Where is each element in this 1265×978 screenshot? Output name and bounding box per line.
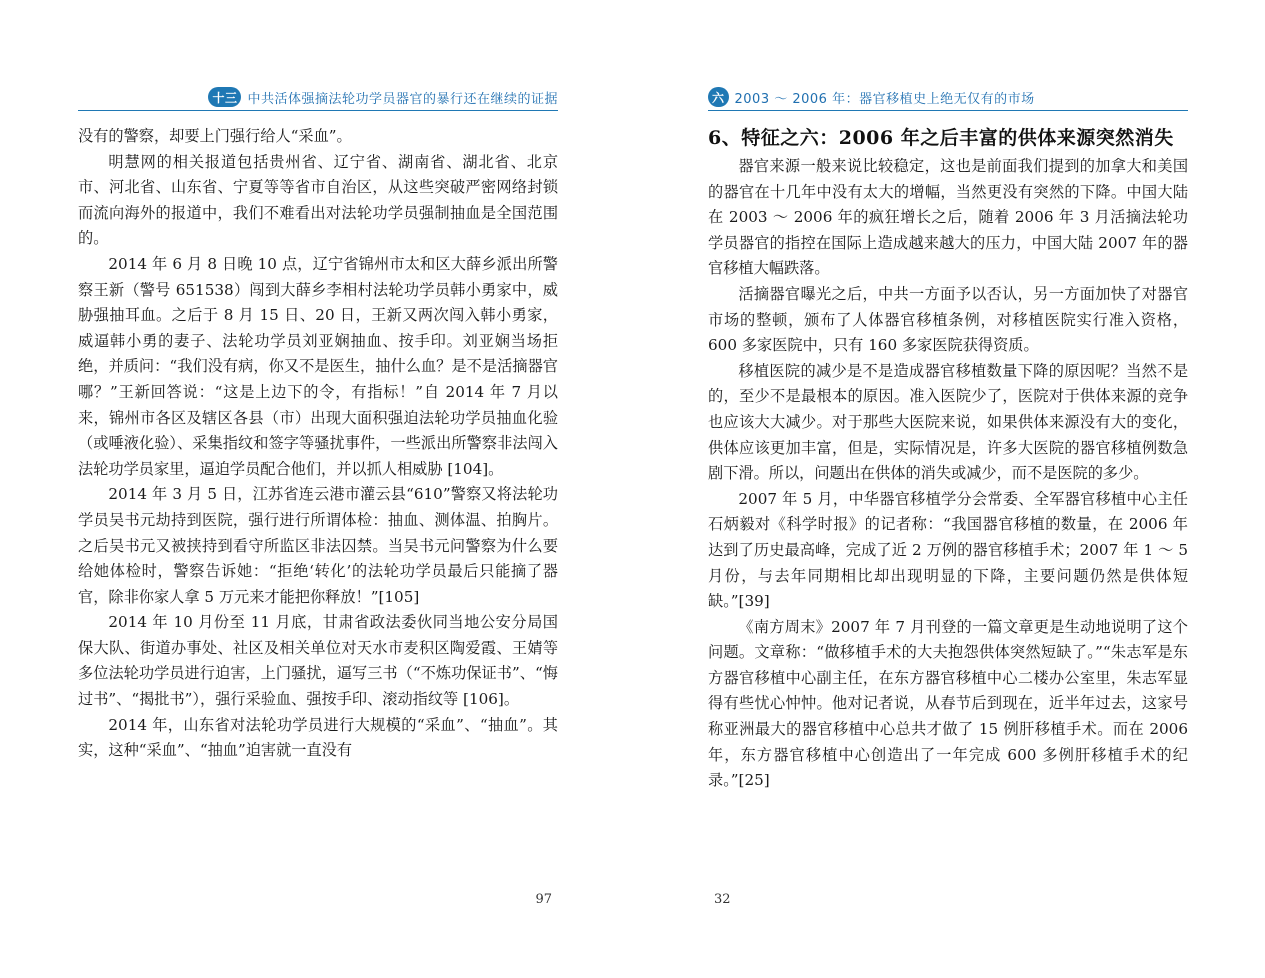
paragraph: 2014 年，山东省对法轮功学员进行大规模的“采血”、“抽血”。其实，这种“采血”、“抽血”迫害就一直没有 bbox=[78, 715, 558, 760]
right-running-header bbox=[708, 84, 1188, 111]
paragraph: 2014 年 6 月 8 日晚 10 点，辽宁省锦州市太和区大薛乡派出所警察王新（警号 651538）闯到大薛乡李相村法轮功学员韩小勇家中，威胁强抽耳血。之后于 8 月 15 日、20 日，王新又两次闯入韩小勇家，威逼韩小勇的妻子、法轮功学员刘亚娴抽血、按手印。刘亚娴当场拒绝，并质问：“我们没有病，你又不是医生，抽什么血？是不是活摘器官哪？”王新回答说：“这是上边下的令，有指标！”自 2014 年 7 月以来，锦州市各区及辖区各县（市）出现大面积强迫法轮功学员抽血化验（或唾液化验）、采集指纹和签字等骚扰事件，一些派出所警察非法闯入法轮功学员家里，逼迫学员配合他们，并以抓人相威胁 [104]。 bbox=[78, 254, 558, 478]
paragraph: 《南方周末》2007 年 7 月刊登的一篇文章更是生动地说明了这个问题。文章称：“做移植手术的大夫抱怨供体突然短缺了。”“朱志军是东方器官移植中心副主任，在东方器官移植中心二楼办公室里，朱志军显得有些忧心忡忡。他对记者说，从春节后到现在，近半年过去，这家号称亚洲最大的器官移植中心总共才做了 15 例肝移植手术。而在 2006 年，东方器官移植中心创造出了一年完成 600 多例肝移植手术的纪录。”[25] bbox=[708, 617, 1188, 790]
paragraph: 活摘器官曝光之后，中共一方面予以否认，另一方面加快了对器官市场的整顿，颁布了人体器官移植条例，对移植医院实行准入资格，600 多家医院中，只有 160 多家医院获得资质。 bbox=[708, 284, 1188, 355]
right-body-text bbox=[708, 124, 1188, 794]
paragraph: 移植医院的减少是不是造成器官移植数量下降的原因呢？当然不是的，至少不是最根本的原因。准入医院少了，医院对于供体来源的竞争也应该大大减少。对于那些大医院来说，如果供体来源没有大的变化，供体应该更加丰富，但是，实际情况是，许多大医院的器官移植例数急剧下滑。所以，问题出在供体的消失或减少，而不是医院的多少。 bbox=[708, 361, 1188, 483]
page-number: 32 bbox=[714, 892, 731, 907]
section-title: 6、特征之六：2006 年之后丰富的供体来源突然消失 bbox=[708, 127, 1174, 149]
paragraph: 2007 年 5 月，中华器官移植学分会常委、全军器官移植中心主任石炳毅对《科学时报》的记者称：“我国器官移植的数量，在 2006 年达到了历史最高峰，完成了近 2 万例的器官移植手术；2007 年 1 ～ 5 月份，与去年同期相比却出现明显的下降，主要问题仍然是供体短缺。”[39] bbox=[708, 489, 1188, 611]
paragraph: 2014 年 10 月份至 11 月底，甘肃省政法委伙同当地公安分局国保大队、街道办事处、社区及相关单位对天水市麦积区陶爱霞、王婧等多位法轮功学员进行迫害，上门骚扰，逼写三书（“不炼功保证书”、“悔过书”、“揭批书”），强行采验血、强按手印、滚动指纹等 [106]。 bbox=[78, 613, 558, 709]
running-header-title: 2003 ～ 2006 年：器官移植史上绝无仅有的市场 bbox=[734, 91, 1035, 107]
left-page bbox=[78, 0, 558, 978]
paragraph: 器官来源一般来说比较稳定，这也是前面我们提到的加拿大和美国的器官在十几年中没有太大的增幅，当然更没有突然的下降。中国大陆在 2003 ～ 2006 年的疯狂增长之后，随着 2006 年 3 月活摘法轮功学员器官的指控在国际上造成越来越大的压力，中国大陆 2007 年的器官移植大幅跌落。 bbox=[708, 157, 1188, 278]
chapter-badge: 十三 bbox=[208, 87, 241, 107]
paragraph: 没有的警察，却要上门强行给人“采血”。 bbox=[78, 127, 352, 145]
paragraph: 明慧网的相关报道包括贵州省、辽宁省、湖南省、湖北省、北京市、河北省、山东省、宁夏等等省市自治区，从这些突破严密网络封锁而流向海外的报道中，我们不难看出对法轮功学员强制抽血是全国范围的。 bbox=[78, 152, 558, 248]
chapter-badge: 六 bbox=[708, 87, 729, 107]
left-running-header bbox=[78, 84, 558, 111]
right-page bbox=[708, 0, 1188, 978]
running-header-title: 中共活体强摘法轮功学员器官的暴行还在继续的证据 bbox=[247, 91, 558, 107]
page-number: 97 bbox=[535, 892, 552, 907]
left-body-text bbox=[78, 124, 558, 764]
paragraph: 2014 年 3 月 5 日，江苏省连云港市灌云县“610”警察又将法轮功学员吴书元劫持到医院，强行进行所谓体检：抽血、测体温、拍胸片。之后吴书元又被挟持到看守所监区非法囚禁。当吴书元问警察为什么要给她体检时，警察告诉她：“拒绝‘转化’的法轮功学员最后只能摘了器官，除非你家人拿 5 万元来才能把你释放！”[105] bbox=[78, 485, 558, 606]
